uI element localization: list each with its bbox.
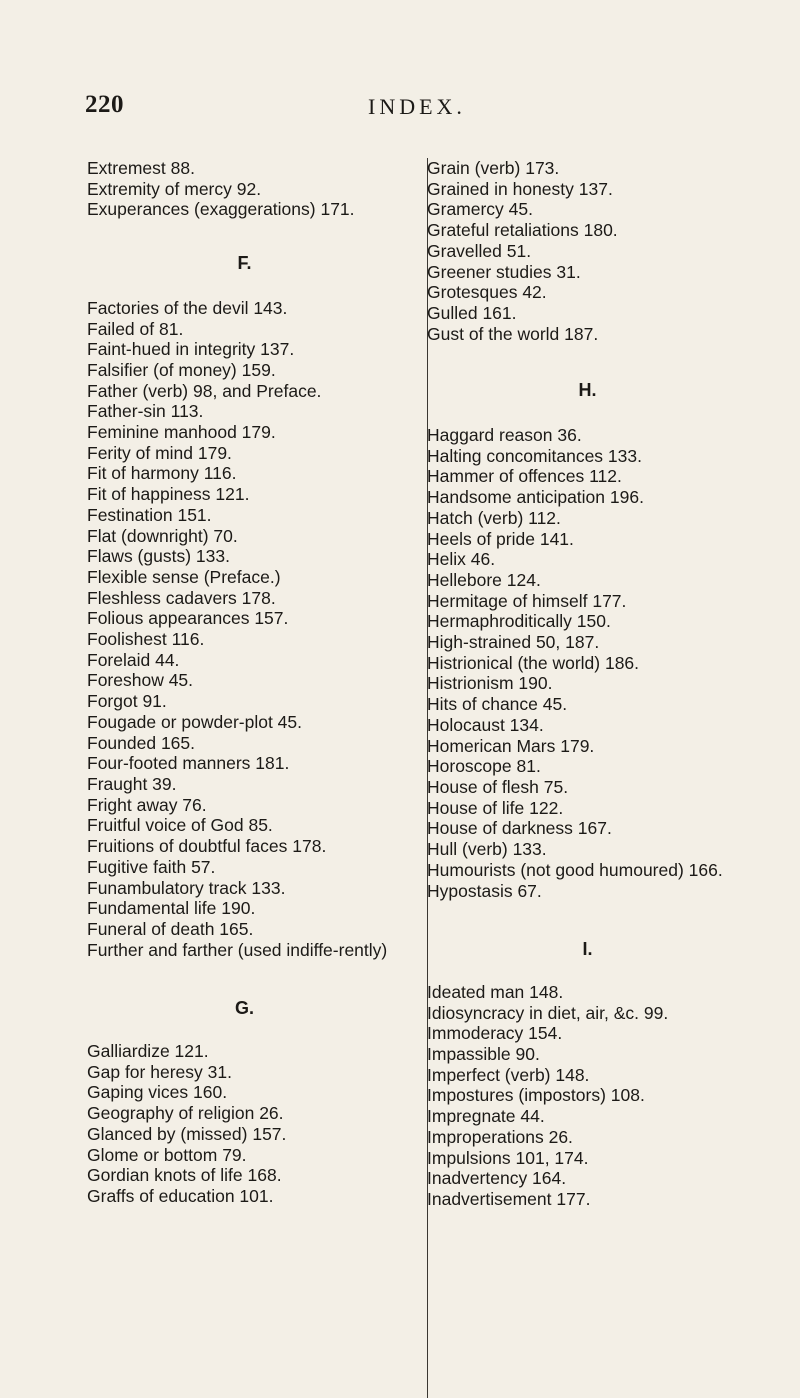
index-entry: Festination 151.	[87, 504, 212, 525]
index-entry: Fraught 39.	[87, 773, 177, 794]
index-entry: Flexible sense (Preface.)	[87, 566, 281, 587]
index-entry: Impregnate 44.	[427, 1106, 545, 1127]
index-entry: Humourists (not good humoured) 166.	[427, 859, 723, 880]
index-entry: Gordian knots of life 168.	[87, 1165, 282, 1186]
index-entry: Graffs of education 101.	[87, 1185, 274, 1206]
index-entry: Hammer of offences 112.	[427, 466, 622, 487]
index-entry: Hatch (verb) 112.	[427, 507, 561, 528]
index-entry: Forgot 91.	[87, 691, 167, 712]
index-entry: Foolishest 116.	[87, 629, 205, 650]
index-entry: Glome or bottom 79.	[87, 1144, 247, 1165]
index-entry: Histrionism 190.	[427, 673, 553, 694]
index-entry: Flaws (gusts) 133.	[87, 546, 230, 567]
index-entry: Grained in honesty 137.	[427, 178, 613, 199]
index-entry: Imperfect (verb) 148.	[427, 1064, 590, 1085]
index-entry: Fougade or powder-plot 45.	[87, 711, 302, 732]
index-entry: Improperations 26.	[427, 1126, 573, 1147]
index-entry: Foreshow 45.	[87, 670, 194, 691]
index-entry: Grateful retaliations 180.	[427, 220, 618, 241]
index-entry: Gulled 161.	[427, 302, 517, 323]
index-entry: Extremest 88.	[87, 158, 195, 178]
index-entry: Fruitful voice of God 85.	[87, 815, 273, 836]
index-entry: Exuperances (exaggerations) 171.	[87, 199, 355, 220]
index-entry: House of flesh 75.	[427, 776, 569, 797]
index-entry: Impulsions 101, 174.	[427, 1147, 589, 1168]
g-entries	[87, 1041, 402, 1207]
right-column	[427, 158, 748, 1398]
index-entry: Helix 46.	[427, 549, 496, 570]
g-entries-continued	[427, 158, 748, 344]
index-entry: Feminine manhood 179.	[87, 422, 276, 443]
index-entry: Hermitage of himself 177.	[427, 590, 627, 611]
e-entries	[87, 158, 402, 220]
index-entry: Father-sin 113.	[87, 401, 204, 422]
index-entry: Geography of religion 26.	[87, 1103, 284, 1124]
index-entry: Fleshless cadavers 178.	[87, 587, 276, 608]
index-entry: Horoscope 81.	[427, 756, 541, 777]
index-entry: Funeral of death 165.	[87, 918, 254, 939]
index-entry: Inadvertisement 177.	[427, 1188, 591, 1209]
index-entry: Further and farther (used indiffe-rently)	[87, 939, 388, 960]
h-entries	[427, 425, 748, 901]
left-column	[87, 158, 402, 1207]
index-entry: Impassible 90.	[427, 1044, 540, 1065]
index-entry: Hull (verb) 133.	[427, 839, 547, 860]
index-entry: Falsifier (of money) 159.	[87, 359, 276, 380]
section-heading-h: H.	[578, 380, 597, 401]
section-heading-i: I.	[582, 939, 593, 960]
index-entry: Flat (downright) 70.	[87, 525, 238, 546]
index-entry: Failed of 81.	[87, 318, 184, 339]
index-entry: Idiosyncracy in diet, air, &c. 99.	[427, 1002, 669, 1023]
index-entry: Father (verb) 98, and Preface.	[87, 380, 322, 401]
index-entry: Hellebore 124.	[427, 569, 541, 590]
index-entry: Hypostasis 67.	[427, 880, 542, 901]
index-entry: Ideated man 148.	[427, 981, 564, 1002]
index-entry: Fruitions of doubtful faces 178.	[87, 836, 327, 857]
index-entry: Grotesques 42.	[427, 282, 547, 303]
index-entry: Founded 165.	[87, 732, 196, 753]
index-entry: Forelaid 44.	[87, 649, 180, 670]
index-entry: Heels of pride 141.	[427, 528, 574, 549]
index-entry: Immoderacy 154.	[427, 1023, 563, 1044]
index-entry: Hermaphroditically 150.	[427, 611, 611, 632]
index-entry: Fright away 76.	[87, 794, 207, 815]
index-entry: Gaping vices 160.	[87, 1082, 228, 1103]
index-entry: Fugitive faith 57.	[87, 856, 216, 877]
index-entry: Fit of harmony 116.	[87, 463, 237, 484]
index-entry: Holocaust 134.	[427, 714, 544, 735]
index-entry: Handsome anticipation 196.	[427, 487, 644, 508]
index-entry: Fit of happiness 121.	[87, 484, 250, 505]
index-entry: Inadvertency 164.	[427, 1168, 567, 1189]
index-entry: Factories of the devil 143.	[87, 297, 288, 318]
index-entry: Halting concomitances 133.	[427, 445, 642, 466]
index-entry: Ferity of mind 179.	[87, 442, 232, 463]
index-entry: Homerican Mars 179.	[427, 735, 595, 756]
page-number: 220	[85, 91, 124, 118]
index-entry: Extremity of mercy 92.	[87, 178, 262, 199]
index-entry: Greener studies 31.	[427, 261, 581, 282]
section-heading-g: G.	[234, 998, 254, 1019]
index-entry: Funambulatory track 133.	[87, 877, 286, 898]
index-entry: Fundamental life 190.	[87, 898, 256, 919]
section-heading-f: F.	[237, 253, 252, 274]
index-entry: Four-footed manners 181.	[87, 753, 290, 774]
index-entry: Impostures (impostors) 108.	[427, 1085, 645, 1106]
index-entry: Histrionical (the world) 186.	[427, 652, 640, 673]
index-entry: Glanced by (missed) 157.	[87, 1123, 287, 1144]
i-entries	[427, 982, 748, 1210]
index-entry: Gust of the world 187.	[427, 323, 599, 344]
index-entry: Folious appearances 157.	[87, 608, 289, 629]
f-entries	[87, 298, 402, 961]
index-entry: High-strained 50, 187.	[427, 632, 600, 653]
index-entry: Grain (verb) 173.	[427, 158, 560, 178]
index-entry: Gramercy 45.	[427, 199, 533, 220]
index-entry: House of darkness 167.	[427, 818, 612, 839]
index-entry: Gravelled 51.	[427, 240, 532, 261]
index-entry: Galliardize 121.	[87, 1041, 209, 1062]
index-entry: Hits of chance 45.	[427, 694, 568, 715]
index-entry: Faint-hued in integrity 137.	[87, 339, 295, 360]
index-entry: House of life 122.	[427, 797, 564, 818]
index-entry: Haggard reason 36.	[427, 425, 582, 446]
index-entry: Gap for heresy 31.	[87, 1061, 232, 1082]
running-head: INDEX.	[368, 94, 466, 119]
